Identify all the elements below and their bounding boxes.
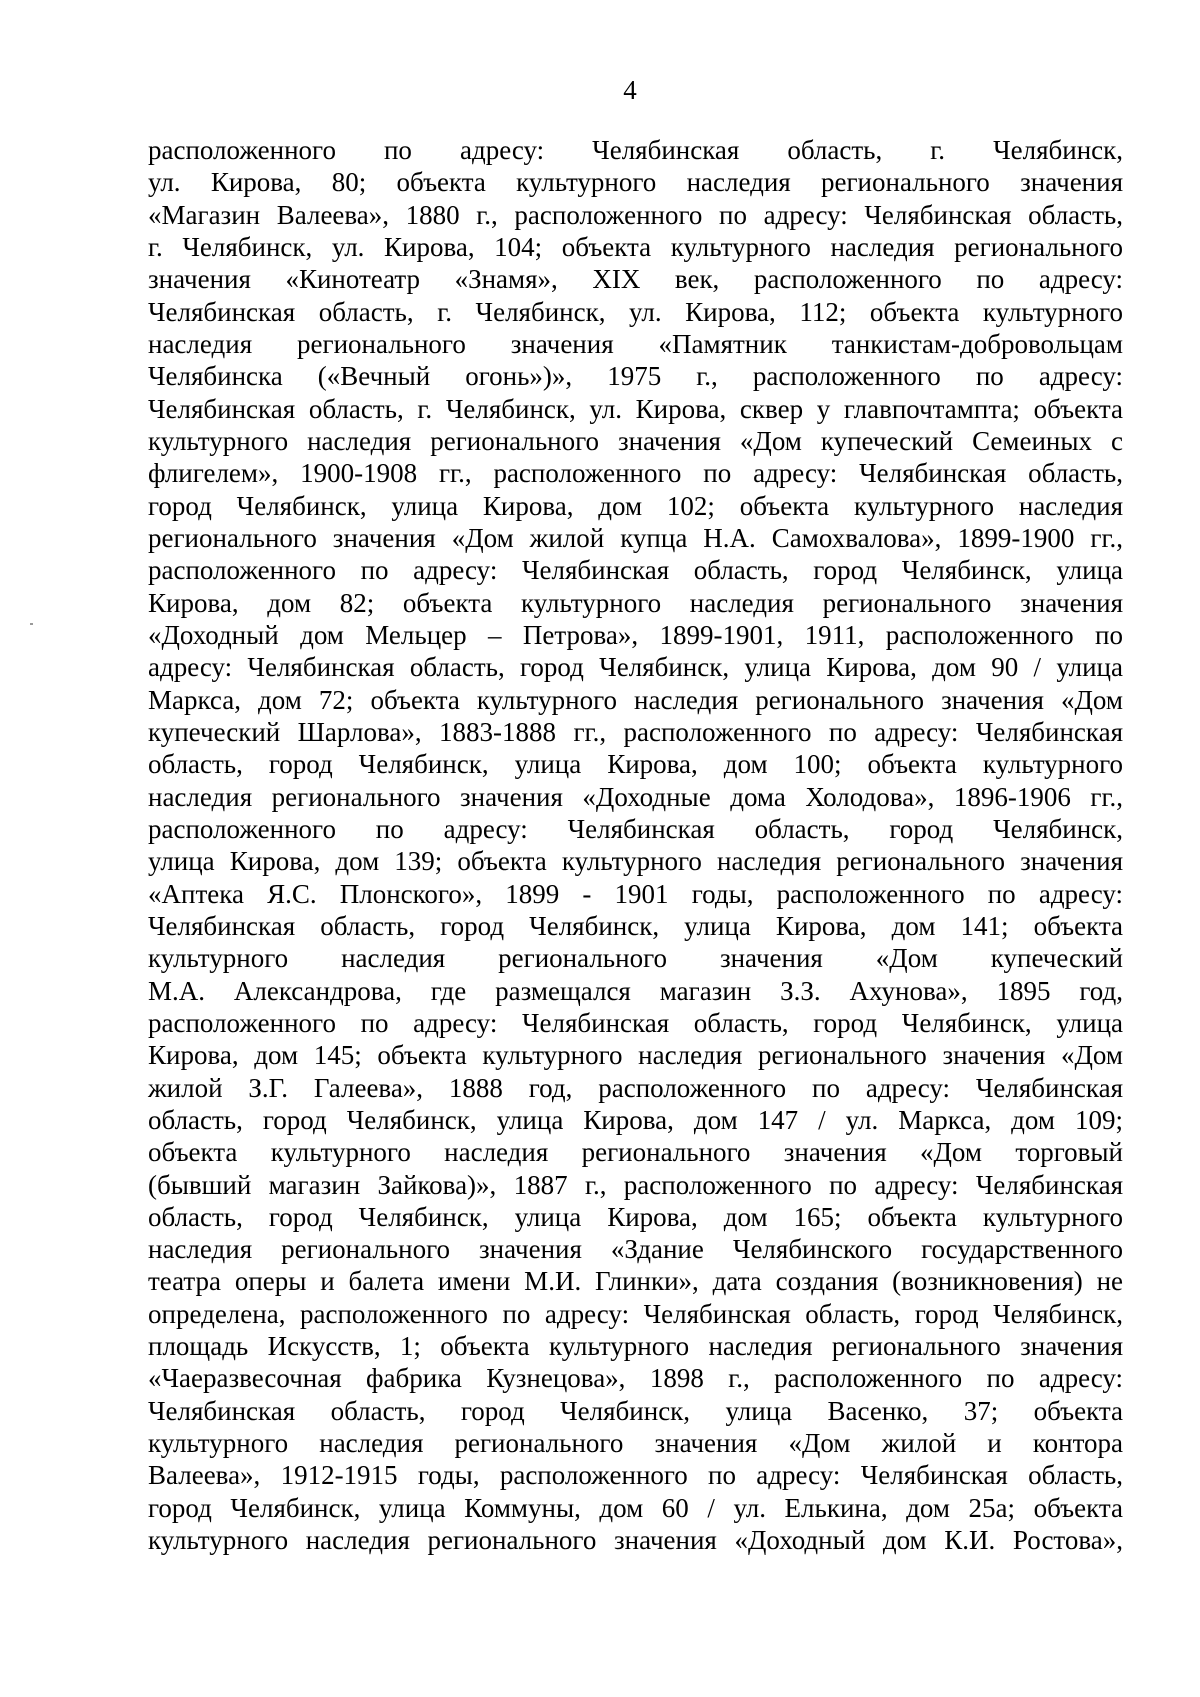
text-line: культурного наследия регионального значения «Доходный дом К.И. Ростова», xyxy=(148,1525,1123,1556)
text-line: область, город Челябинск, улица Кирова, дом 100; объекта культурного xyxy=(148,749,1123,780)
text-line: регионального значения «Дом жилой купца Н.А. Самохвалова», 1899-1900 гг., xyxy=(148,522,1123,553)
text-line: «Магазин Валеева», 1880 г., расположенного по адресу: Челябинская область, xyxy=(148,199,1123,230)
text-line: жилой З.Г. Галеева», 1888 год, расположенного по адресу: Челябинская xyxy=(148,1072,1123,1103)
text-line: М.А. Александрова, где размещался магазин З.З. Ахунова», 1895 год, xyxy=(148,975,1123,1006)
text-line: ул. Кирова, 80; объекта культурного наследия регионального значения xyxy=(148,167,1123,198)
text-line: Челябинска («Вечный огонь»)», 1975 г., расположенного по адресу: xyxy=(148,361,1123,392)
text-line: расположенного по адресу: Челябинская область, г. Челябинск, xyxy=(148,135,1123,165)
text-line: улица Кирова, дом 139; объекта культурного наследия регионального значения xyxy=(148,846,1123,877)
text-line: театра оперы и балета имени М.И. Глинки», дата создания (возникновения) не xyxy=(148,1266,1123,1297)
text-line: культурного наследия регионального значения «Дом купеческий Семеиных с xyxy=(148,425,1123,456)
text-line: объекта культурного наследия регионального значения «Дом торговый xyxy=(148,1137,1123,1168)
text-line: определена, расположенного по адресу: Челябинская область, город Челябинск, xyxy=(148,1298,1123,1329)
text-line: Челябинская область, г. Челябинск, ул. Кирова, 112; объекта культурного xyxy=(148,296,1123,327)
text-line: Маркса, дом 72; объекта культурного наследия регионального значения «Дом xyxy=(148,684,1123,715)
text-line: расположенного по адресу: Челябинская область, город Челябинск, улица xyxy=(148,555,1123,586)
text-line: адресу: Челябинская область, город Челябинск, улица Кирова, дом 90 / улица xyxy=(148,652,1123,683)
document-body xyxy=(148,134,1123,1556)
text-line: культурного наследия регионального значения «Дом жилой и контора xyxy=(148,1428,1123,1459)
text-line: культурного наследия регионального значения «Дом купеческий xyxy=(148,943,1123,974)
text-line: расположенного по адресу: Челябинская область, город Челябинск, улица xyxy=(148,1007,1123,1038)
text-line: наследия регионального значения «Здание Челябинского государственного xyxy=(148,1234,1123,1265)
text-line: Челябинская область, г. Челябинск, ул. Кирова, сквер у главпочтампта; объекта xyxy=(148,393,1123,424)
text-line: Валеева», 1912-1915 годы, расположенного по адресу: Челябинская область, xyxy=(148,1460,1123,1491)
text-line: наследия регионального значения «Доходные дома Холодова», 1896-1906 гг., xyxy=(148,781,1123,812)
text-line: Кирова, дом 145; объекта культурного наследия регионального значения «Дом xyxy=(148,1040,1123,1071)
scan-speck xyxy=(30,623,33,625)
text-line: г. Челябинск, ул. Кирова, 104; объекта культурного наследия регионального xyxy=(148,231,1123,262)
text-line: площадь Искусств, 1; объекта культурного наследия регионального значения xyxy=(148,1331,1123,1362)
text-line: купеческий Шарлова», 1883-1888 гг., расположенного по адресу: Челябинская xyxy=(148,716,1123,747)
text-line: «Доходный дом Мельцер – Петрова», 1899-1901, 1911, расположенного по xyxy=(148,619,1123,650)
text-line: Челябинская область, город Челябинск, улица Кирова, дом 141; объекта xyxy=(148,910,1123,941)
text-line: расположенного по адресу: Челябинская область, город Челябинск, xyxy=(148,813,1123,844)
text-line: город Челябинск, улица Кирова, дом 102; объекта культурного наследия xyxy=(148,490,1123,521)
text-line: Кирова, дом 82; объекта культурного наследия регионального значения xyxy=(148,587,1123,618)
text-line: город Челябинск, улица Коммуны, дом 60 / ул. Елькина, дом 25а; объекта xyxy=(148,1492,1123,1523)
text-line: флигелем», 1900-1908 гг., расположенного по адресу: Челябинская область, xyxy=(148,458,1123,489)
text-line: (бывший магазин Зайкова)», 1887 г., расположенного по адресу: Челябинская xyxy=(148,1169,1123,1200)
text-line: область, город Челябинск, улица Кирова, дом 147 / ул. Маркса, дом 109; xyxy=(148,1104,1123,1135)
text-line: «Чаеразвесочная фабрика Кузнецова», 1898 г., расположенного по адресу: xyxy=(148,1363,1123,1394)
text-line: значения «Кинотеатр «Знамя», XIX век, расположенного по адресу: xyxy=(148,264,1123,295)
text-line: область, город Челябинск, улица Кирова, дом 165; объекта культурного xyxy=(148,1201,1123,1232)
text-line: Челябинская область, город Челябинск, улица Васенко, 37; объекта xyxy=(148,1395,1123,1426)
text-line: наследия регионального значения «Памятник танкистам-добровольцам xyxy=(148,328,1123,359)
text-line: «Аптека Я.С. Плонского», 1899 - 1901 годы, расположенного по адресу: xyxy=(148,878,1123,909)
page-number: 4 xyxy=(623,75,637,105)
